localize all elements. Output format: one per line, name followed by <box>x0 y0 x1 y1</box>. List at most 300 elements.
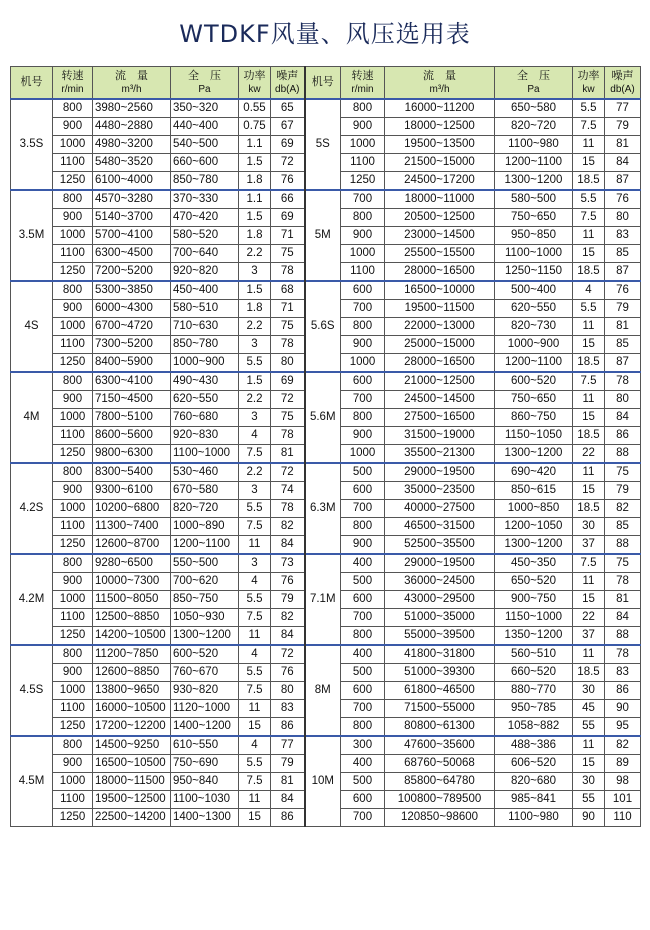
model-cell: 3.5S <box>11 99 53 190</box>
pressure-cell: 580~500 <box>495 190 573 209</box>
speed-cell: 500 <box>341 463 385 482</box>
fan-selection-table <box>10 66 641 827</box>
speed-cell: 900 <box>341 118 385 136</box>
power-cell: 7.5 <box>239 445 271 464</box>
speed-cell: 800 <box>53 281 93 300</box>
noise-cell: 79 <box>605 118 641 136</box>
power-cell: 7.5 <box>239 682 271 700</box>
speed-cell: 1100 <box>53 518 93 536</box>
flow-cell: 16000~10500 <box>93 700 171 718</box>
power-cell: 15 <box>573 591 605 609</box>
pressure-cell: 820~680 <box>495 773 573 791</box>
speed-cell: 800 <box>341 518 385 536</box>
speed-cell: 900 <box>53 391 93 409</box>
noise-cell: 86 <box>605 427 641 445</box>
power-cell: 3 <box>239 482 271 500</box>
pressure-cell: 450~350 <box>495 554 573 573</box>
flow-cell: 25500~15500 <box>385 245 495 263</box>
power-cell: 7.5 <box>573 209 605 227</box>
pressure-cell: 750~650 <box>495 209 573 227</box>
noise-cell: 85 <box>605 336 641 354</box>
speed-cell: 600 <box>341 591 385 609</box>
flow-cell: 16000~11200 <box>385 99 495 118</box>
speed-cell: 800 <box>341 627 385 646</box>
pressure-cell: 620~550 <box>171 391 239 409</box>
flow-cell: 11200~7850 <box>93 645 171 664</box>
noise-cell: 83 <box>605 227 641 245</box>
speed-cell: 400 <box>341 645 385 664</box>
power-cell: 1.8 <box>239 300 271 318</box>
flow-cell: 61800~46500 <box>385 682 495 700</box>
noise-cell: 75 <box>271 409 305 427</box>
power-cell: 1.1 <box>239 136 271 154</box>
pressure-cell: 530~460 <box>171 463 239 482</box>
flow-cell: 9280~6500 <box>93 554 171 573</box>
noise-cell: 78 <box>605 573 641 591</box>
flow-cell: 10000~7300 <box>93 573 171 591</box>
power-cell: 11 <box>573 391 605 409</box>
pressure-cell: 1000~900 <box>495 336 573 354</box>
speed-cell: 1000 <box>53 227 93 245</box>
pressure-cell: 580~510 <box>171 300 239 318</box>
power-cell: 55 <box>573 791 605 809</box>
speed-cell: 1250 <box>53 172 93 191</box>
flow-cell: 16500~10500 <box>93 755 171 773</box>
speed-cell: 1100 <box>341 263 385 282</box>
speed-cell: 700 <box>341 500 385 518</box>
speed-cell: 1000 <box>53 136 93 154</box>
noise-cell: 83 <box>271 700 305 718</box>
speed-cell: 700 <box>341 700 385 718</box>
speed-cell: 900 <box>53 573 93 591</box>
flow-cell: 8600~5600 <box>93 427 171 445</box>
speed-cell: 1100 <box>53 700 93 718</box>
pressure-cell: 750~690 <box>171 755 239 773</box>
pressure-cell: 1300~1200 <box>495 445 573 464</box>
power-cell: 15 <box>573 154 605 172</box>
pressure-cell: 660~520 <box>495 664 573 682</box>
speed-cell: 700 <box>341 391 385 409</box>
pressure-cell: 670~580 <box>171 482 239 500</box>
noise-cell: 75 <box>271 318 305 336</box>
model-cell: 5.6M <box>305 372 341 463</box>
pressure-cell: 470~420 <box>171 209 239 227</box>
speed-cell: 900 <box>341 336 385 354</box>
noise-cell: 67 <box>271 118 305 136</box>
flow-cell: 51000~35000 <box>385 609 495 627</box>
pressure-cell: 700~640 <box>171 245 239 263</box>
power-cell: 11 <box>239 627 271 646</box>
pressure-cell: 850~780 <box>171 336 239 354</box>
noise-cell: 72 <box>271 154 305 172</box>
speed-cell: 1000 <box>53 682 93 700</box>
speed-cell: 500 <box>341 664 385 682</box>
flow-cell: 5140~3700 <box>93 209 171 227</box>
power-cell: 5.5 <box>239 354 271 373</box>
power-cell: 0.75 <box>239 118 271 136</box>
flow-cell: 7200~5200 <box>93 263 171 282</box>
pressure-cell: 350~320 <box>171 99 239 118</box>
power-cell: 5.5 <box>239 591 271 609</box>
pressure-cell: 690~420 <box>495 463 573 482</box>
pressure-cell: 1000~900 <box>171 354 239 373</box>
power-cell: 18.5 <box>573 263 605 282</box>
noise-cell: 76 <box>271 172 305 191</box>
speed-cell: 1250 <box>53 718 93 737</box>
flow-cell: 19500~12500 <box>93 791 171 809</box>
flow-cell: 12600~8700 <box>93 536 171 555</box>
noise-cell: 88 <box>605 627 641 646</box>
noise-cell: 81 <box>271 773 305 791</box>
noise-cell: 87 <box>605 263 641 282</box>
power-cell: 7.5 <box>573 372 605 391</box>
table-row <box>11 736 641 755</box>
flow-cell: 3980~2560 <box>93 99 171 118</box>
power-cell: 18.5 <box>573 500 605 518</box>
power-cell: 1.5 <box>239 209 271 227</box>
power-cell: 7.5 <box>239 773 271 791</box>
pressure-cell: 860~750 <box>495 409 573 427</box>
noise-cell: 84 <box>271 536 305 555</box>
header-power: 功率 kw <box>239 67 271 100</box>
speed-cell: 600 <box>341 372 385 391</box>
noise-cell: 82 <box>271 609 305 627</box>
noise-cell: 74 <box>271 482 305 500</box>
pressure-cell: 1200~1100 <box>495 154 573 172</box>
power-cell: 2.2 <box>239 245 271 263</box>
flow-cell: 11300~7400 <box>93 518 171 536</box>
speed-cell: 1250 <box>53 445 93 464</box>
speed-cell: 1250 <box>53 809 93 827</box>
pressure-cell: 850~615 <box>495 482 573 500</box>
power-cell: 55 <box>573 718 605 737</box>
flow-cell: 51000~39300 <box>385 664 495 682</box>
flow-cell: 5300~3850 <box>93 281 171 300</box>
flow-cell: 47600~35600 <box>385 736 495 755</box>
power-cell: 5.5 <box>573 99 605 118</box>
flow-cell: 28000~16500 <box>385 263 495 282</box>
speed-cell: 500 <box>341 573 385 591</box>
flow-cell: 4570~3280 <box>93 190 171 209</box>
speed-cell: 800 <box>53 554 93 573</box>
pressure-cell: 1250~1150 <box>495 263 573 282</box>
flow-cell: 18000~11500 <box>93 773 171 791</box>
speed-cell: 800 <box>341 718 385 737</box>
pressure-cell: 600~520 <box>171 645 239 664</box>
speed-cell: 1100 <box>341 154 385 172</box>
noise-cell: 76 <box>271 573 305 591</box>
flow-cell: 31500~19000 <box>385 427 495 445</box>
noise-cell: 110 <box>605 809 641 827</box>
flow-cell: 6700~4720 <box>93 318 171 336</box>
pressure-cell: 1200~1100 <box>171 536 239 555</box>
power-cell: 7.5 <box>573 118 605 136</box>
speed-cell: 1250 <box>53 627 93 646</box>
pressure-cell: 550~500 <box>171 554 239 573</box>
power-cell: 1.5 <box>239 154 271 172</box>
power-cell: 18.5 <box>573 354 605 373</box>
flow-cell: 8400~5900 <box>93 354 171 373</box>
speed-cell: 600 <box>341 791 385 809</box>
noise-cell: 79 <box>605 482 641 500</box>
pressure-cell: 1120~1000 <box>171 700 239 718</box>
model-cell: 4.5M <box>11 736 53 827</box>
noise-cell: 80 <box>271 682 305 700</box>
pressure-cell: 500~400 <box>495 281 573 300</box>
flow-cell: 13800~9650 <box>93 682 171 700</box>
flow-cell: 16500~10000 <box>385 281 495 300</box>
pressure-cell: 1100~1000 <box>495 245 573 263</box>
noise-cell: 85 <box>605 245 641 263</box>
speed-cell: 800 <box>53 372 93 391</box>
table-row <box>11 372 641 391</box>
speed-cell: 1000 <box>53 318 93 336</box>
table-row <box>11 190 641 209</box>
power-cell: 5.5 <box>573 300 605 318</box>
header-noise: 噪声 db(A) <box>605 67 641 100</box>
noise-cell: 79 <box>605 300 641 318</box>
table-row <box>11 554 641 573</box>
power-cell: 4 <box>239 645 271 664</box>
header-speed: 转速 r/min <box>53 67 93 100</box>
pressure-cell: 985~841 <box>495 791 573 809</box>
pressure-cell: 580~520 <box>171 227 239 245</box>
flow-cell: 80800~61300 <box>385 718 495 737</box>
speed-cell: 1250 <box>53 354 93 373</box>
speed-cell: 1100 <box>53 791 93 809</box>
model-cell: 5.6S <box>305 281 341 372</box>
pressure-cell: 560~510 <box>495 645 573 664</box>
flow-cell: 20500~12500 <box>385 209 495 227</box>
power-cell: 4 <box>239 427 271 445</box>
noise-cell: 84 <box>271 627 305 646</box>
power-cell: 4 <box>573 281 605 300</box>
noise-cell: 72 <box>271 463 305 482</box>
noise-cell: 87 <box>605 172 641 191</box>
pressure-cell: 1100~1030 <box>171 791 239 809</box>
flow-cell: 21500~15000 <box>385 154 495 172</box>
power-cell: 2.2 <box>239 391 271 409</box>
power-cell: 2.2 <box>239 318 271 336</box>
flow-cell: 29000~19500 <box>385 554 495 573</box>
power-cell: 15 <box>239 718 271 737</box>
flow-cell: 35500~21300 <box>385 445 495 464</box>
noise-cell: 73 <box>271 554 305 573</box>
power-cell: 15 <box>573 245 605 263</box>
pressure-cell: 850~750 <box>171 591 239 609</box>
noise-cell: 76 <box>271 664 305 682</box>
pressure-cell: 760~670 <box>171 664 239 682</box>
noise-cell: 84 <box>605 154 641 172</box>
power-cell: 45 <box>573 700 605 718</box>
flow-cell: 6100~4000 <box>93 172 171 191</box>
speed-cell: 800 <box>341 209 385 227</box>
speed-cell: 1250 <box>53 263 93 282</box>
pressure-cell: 440~400 <box>171 118 239 136</box>
pressure-cell: 606~520 <box>495 755 573 773</box>
noise-cell: 69 <box>271 136 305 154</box>
flow-cell: 7150~4500 <box>93 391 171 409</box>
speed-cell: 500 <box>341 773 385 791</box>
noise-cell: 69 <box>271 209 305 227</box>
noise-cell: 79 <box>271 591 305 609</box>
flow-cell: 22000~13000 <box>385 318 495 336</box>
flow-cell: 27500~16500 <box>385 409 495 427</box>
noise-cell: 86 <box>271 809 305 827</box>
noise-cell: 86 <box>605 682 641 700</box>
noise-cell: 78 <box>605 645 641 664</box>
pressure-cell: 820~730 <box>495 318 573 336</box>
flow-cell: 12500~8850 <box>93 609 171 627</box>
table-row <box>11 463 641 482</box>
power-cell: 37 <box>573 627 605 646</box>
flow-cell: 25000~15000 <box>385 336 495 354</box>
power-cell: 1.5 <box>239 372 271 391</box>
pressure-cell: 1058~882 <box>495 718 573 737</box>
pressure-cell: 660~600 <box>171 154 239 172</box>
flow-cell: 40000~27500 <box>385 500 495 518</box>
header-flow: 流 量 m³/h <box>385 67 495 100</box>
flow-cell: 41800~31800 <box>385 645 495 664</box>
noise-cell: 72 <box>271 645 305 664</box>
noise-cell: 71 <box>271 227 305 245</box>
pressure-cell: 1100~1000 <box>171 445 239 464</box>
noise-cell: 80 <box>271 354 305 373</box>
flow-cell: 21000~12500 <box>385 372 495 391</box>
flow-cell: 17200~12200 <box>93 718 171 737</box>
speed-cell: 800 <box>53 99 93 118</box>
power-cell: 7.5 <box>239 518 271 536</box>
header-speed: 转速 r/min <box>341 67 385 100</box>
noise-cell: 85 <box>605 518 641 536</box>
speed-cell: 1000 <box>341 445 385 464</box>
flow-cell: 7300~5200 <box>93 336 171 354</box>
speed-cell: 900 <box>53 209 93 227</box>
power-cell: 4 <box>239 736 271 755</box>
speed-cell: 900 <box>53 664 93 682</box>
flow-cell: 18000~11000 <box>385 190 495 209</box>
power-cell: 11 <box>573 573 605 591</box>
pressure-cell: 1000~890 <box>171 518 239 536</box>
pressure-cell: 760~680 <box>171 409 239 427</box>
pressure-cell: 930~820 <box>171 682 239 700</box>
noise-cell: 76 <box>605 190 641 209</box>
table-row <box>11 645 641 664</box>
pressure-cell: 900~750 <box>495 591 573 609</box>
flow-cell: 24500~17200 <box>385 172 495 191</box>
pressure-cell: 1050~930 <box>171 609 239 627</box>
power-cell: 30 <box>573 518 605 536</box>
flow-cell: 6000~4300 <box>93 300 171 318</box>
noise-cell: 80 <box>605 209 641 227</box>
noise-cell: 79 <box>271 755 305 773</box>
speed-cell: 400 <box>341 755 385 773</box>
pressure-cell: 1400~1300 <box>171 809 239 827</box>
noise-cell: 77 <box>605 99 641 118</box>
speed-cell: 900 <box>53 300 93 318</box>
power-cell: 11 <box>573 736 605 755</box>
flow-cell: 29000~19500 <box>385 463 495 482</box>
power-cell: 0.55 <box>239 99 271 118</box>
speed-cell: 1000 <box>53 500 93 518</box>
pressure-cell: 950~850 <box>495 227 573 245</box>
speed-cell: 1100 <box>53 336 93 354</box>
noise-cell: 82 <box>605 500 641 518</box>
flow-cell: 18000~12500 <box>385 118 495 136</box>
power-cell: 1.8 <box>239 172 271 191</box>
noise-cell: 78 <box>271 263 305 282</box>
pressure-cell: 370~330 <box>171 190 239 209</box>
power-cell: 3 <box>239 409 271 427</box>
flow-cell: 52500~35500 <box>385 536 495 555</box>
power-cell: 1.8 <box>239 227 271 245</box>
noise-cell: 88 <box>605 536 641 555</box>
speed-cell: 800 <box>53 463 93 482</box>
noise-cell: 88 <box>605 445 641 464</box>
model-cell: 6.3M <box>305 463 341 554</box>
flow-cell: 19500~11500 <box>385 300 495 318</box>
noise-cell: 78 <box>271 427 305 445</box>
table-row <box>11 281 641 300</box>
pressure-cell: 1100~980 <box>495 809 573 827</box>
speed-cell: 900 <box>53 482 93 500</box>
noise-cell: 81 <box>605 136 641 154</box>
pressure-cell: 750~650 <box>495 391 573 409</box>
pressure-cell: 610~550 <box>171 736 239 755</box>
speed-cell: 700 <box>341 809 385 827</box>
pressure-cell: 950~840 <box>171 773 239 791</box>
power-cell: 2.2 <box>239 463 271 482</box>
power-cell: 5.5 <box>239 664 271 682</box>
flow-cell: 19500~13500 <box>385 136 495 154</box>
speed-cell: 800 <box>53 736 93 755</box>
flow-cell: 23000~14500 <box>385 227 495 245</box>
pressure-cell: 1150~1000 <box>495 609 573 627</box>
flow-cell: 9800~6300 <box>93 445 171 464</box>
flow-cell: 7800~5100 <box>93 409 171 427</box>
speed-cell: 700 <box>341 609 385 627</box>
page-title: WTDKF风量、风压选用表 <box>179 20 471 48</box>
noise-cell: 71 <box>271 300 305 318</box>
flow-cell: 6300~4100 <box>93 372 171 391</box>
speed-cell: 1250 <box>341 172 385 191</box>
flow-cell: 6300~4500 <box>93 245 171 263</box>
noise-cell: 83 <box>605 664 641 682</box>
pressure-cell: 650~520 <box>495 573 573 591</box>
noise-cell: 78 <box>605 372 641 391</box>
flow-cell: 5480~3520 <box>93 154 171 172</box>
flow-cell: 35000~23500 <box>385 482 495 500</box>
flow-cell: 28000~16500 <box>385 354 495 373</box>
speed-cell: 1250 <box>53 536 93 555</box>
noise-cell: 82 <box>605 736 641 755</box>
speed-cell: 300 <box>341 736 385 755</box>
power-cell: 3 <box>239 554 271 573</box>
noise-cell: 75 <box>271 245 305 263</box>
flow-cell: 5700~4100 <box>93 227 171 245</box>
noise-cell: 65 <box>271 99 305 118</box>
speed-cell: 1100 <box>53 245 93 263</box>
power-cell: 3 <box>239 336 271 354</box>
noise-cell: 86 <box>271 718 305 737</box>
pressure-cell: 950~785 <box>495 700 573 718</box>
power-cell: 11 <box>239 536 271 555</box>
table-header-row <box>11 67 641 100</box>
pressure-cell: 1300~1200 <box>171 627 239 646</box>
flow-cell: 11500~8050 <box>93 591 171 609</box>
speed-cell: 1100 <box>53 609 93 627</box>
model-cell: 4.5S <box>11 645 53 736</box>
